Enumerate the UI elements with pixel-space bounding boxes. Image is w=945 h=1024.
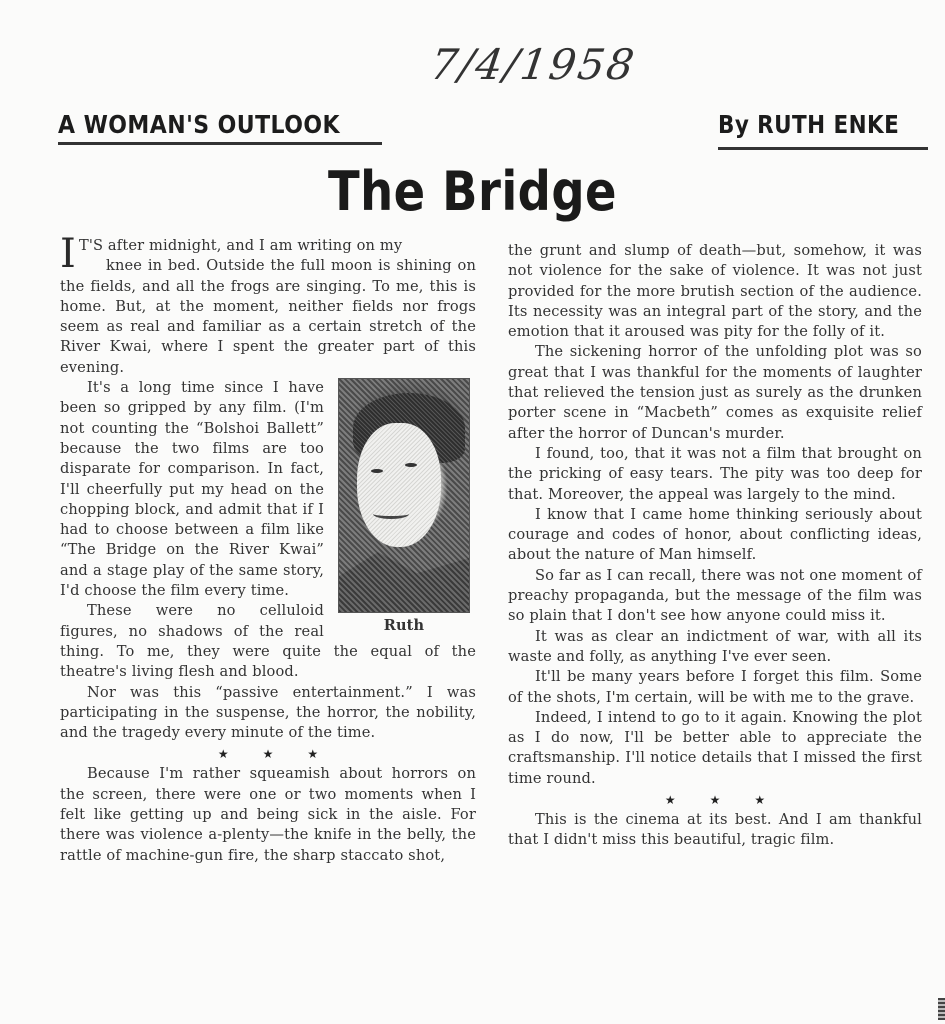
paragraph-1: [60, 231, 476, 277]
article-column-left: [60, 231, 476, 866]
paragraph-5: Because I'm rather squeamish about horrors on the screen, there were one or two moments when I felt like getting up and being sick in the aisle. For there was violence a-plenty—the knife in the belly, the rattle of machine-gun fire, the sharp staccato shot,: [60, 765, 476, 864]
paragraph-13: This is the cinema at its best. And I am thankful that I didn't miss this beautiful, tragic film.: [508, 811, 922, 849]
paragraph-1-first-line: T'S after midnight, and I am writing on my: [78, 237, 403, 254]
paragraph-1-rest: knee in bed. Outside the full moon is shining on the fields, and all the frogs are singing. To me, this is home. But, at the moment, neither fields nor frogs seem as real and familiar as a certain stretch of the River Kwai, where I spent the greater part of this evening.: [60, 257, 476, 376]
paragraph-7: I found, too, that it was not a film that brought on the pricking of easy tears. The pity was too deep for that. Moreover, the appeal was largely to the mind.: [508, 444, 922, 503]
article-column-right: [508, 241, 922, 851]
paragraph-11: It'll be many years before I forget this film. Some of the shots, I'm certain, will be with me to the grave.: [508, 668, 922, 706]
author-photo-box: [338, 378, 470, 635]
handwritten-date: 7/4/1958: [427, 40, 639, 89]
paragraph-3: These were no celluloid figures, no shadows of the real thing. To me, they were quite the equal of the theatre's living flesh and blood.: [60, 602, 476, 681]
photo-face: [357, 423, 441, 547]
paragraph-12: Indeed, I intend to go to it again. Knowing the plot as I do now, I'll be better able to appreciate the craftsmanship. I'll notice details that I missed the first time round.: [508, 708, 922, 787]
paragraph-2: It's a long time since I have been so gripped by any film. (I'm not counting the “Bolshoi Ballett” because the two films are too disparate for comparison. In fact, I'll cheerfully put my head on the chopping block, and admit that if I had to choose between a film like “The Bridge on the River Kwai” and a stage play of the same story, I'd choose the film every time.: [60, 379, 324, 600]
section-separator-stars: ★★★: [664, 793, 800, 808]
byline: By RUTH ENKE: [718, 110, 900, 139]
column-name: A WOMAN'S OUTLOOK: [58, 110, 340, 139]
author-photo: [338, 378, 470, 613]
paragraph-9: So far as I can recall, there was not one moment of preachy propaganda, but the message of the film was so plain that I don't see how anyone could miss it.: [508, 566, 922, 625]
byline-underline: [718, 147, 928, 150]
page-edge-mark: [938, 998, 945, 1020]
headline: The Bridge: [328, 160, 617, 223]
paragraph-8: I know that I came home thinking seriously about courage and codes of honor, about conflicting ideas, about the nature of Man himself.: [508, 505, 922, 564]
photo-caption: Ruth: [383, 617, 425, 635]
paragraph-10: It was as clear an indictment of war, with all its waste and folly, as anything I've ever seen.: [508, 627, 922, 665]
paragraph-4: Nor was this “passive entertainment.” I was participating in the suspense, the horror, the nobility, and the tragedy every minute of the time.: [60, 683, 476, 742]
paragraph-5-continued: the grunt and slump of death—but, somehow, it was not violence for the sake of violence. It was not just provided for the more brutish section of the audience. Its necessity was an integral part of the story, and the emotion that it aroused was pity for the folly of it.: [508, 242, 922, 341]
section-separator-stars: ★★★: [217, 747, 353, 762]
drop-cap: I: [60, 231, 76, 277]
paragraph-6: The sickening horror of the unfolding plot was so great that I was thankful for the moments of laughter that relieved the tension just as surely as the drunken porter scene in “Macbeth” comes as exquisite relief after the horror of Duncan's murder.: [508, 343, 922, 442]
column-name-underline: [58, 142, 382, 145]
photo-collar: [339, 552, 469, 612]
